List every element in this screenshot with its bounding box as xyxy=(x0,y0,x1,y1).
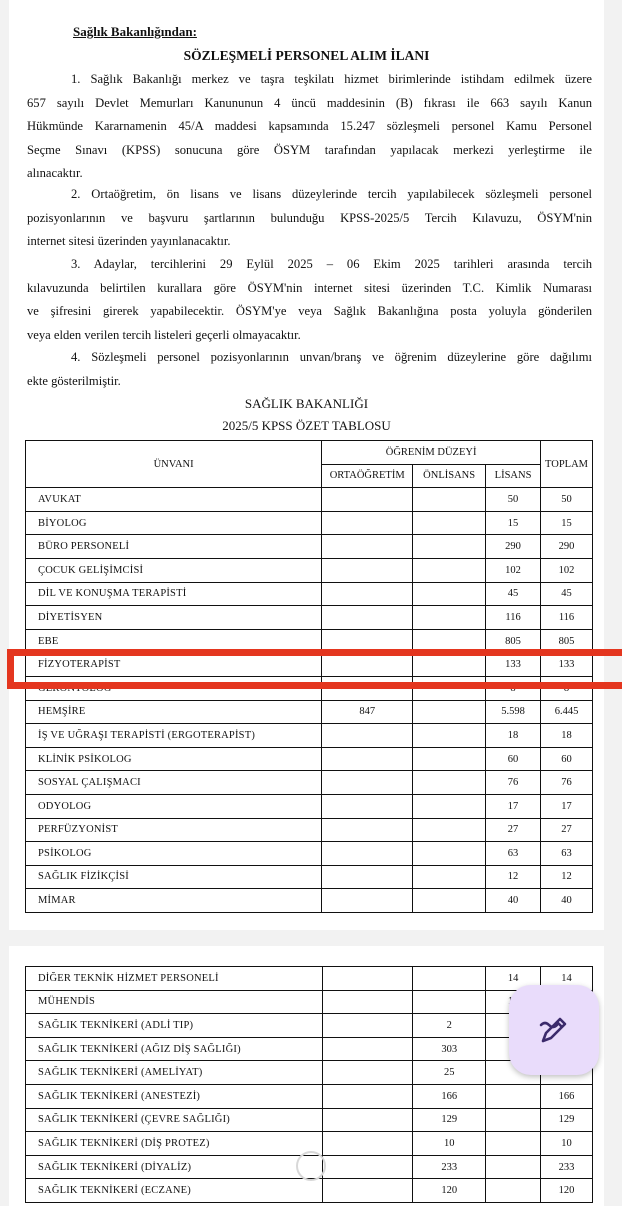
table-row xyxy=(26,535,593,559)
paragraph-line: pozisyonlarının ve başvuru şartlarının bulunduğu KPSS-2025/5 Tercih Kılavuzu, ÖSYM'nin xyxy=(27,210,592,225)
row-unvan-cell: İŞ VE UĞRAŞI TERAPİSTİ (ERGOTERAPİST) xyxy=(26,724,322,748)
table-row xyxy=(26,700,593,724)
row-value-cell: 129 xyxy=(413,1108,486,1132)
row-value-cell: 805 xyxy=(541,629,593,653)
paragraph-line: veya elden verilen tercih listeleri geçerli olmayacaktır. xyxy=(27,327,301,342)
row-value-cell: 76 xyxy=(486,771,541,795)
row-value-cell xyxy=(413,582,486,606)
table-title-ministry: SAĞLIK BAKANLIĞI xyxy=(244,396,369,411)
row-unvan-cell: SAĞLIK TEKNİKERİ (ANESTEZİ) xyxy=(26,1084,323,1108)
row-value-cell: 10 xyxy=(413,1132,486,1156)
row-value-cell: 166 xyxy=(413,1084,486,1108)
row-value-cell: 15 xyxy=(486,511,541,535)
row-value-cell xyxy=(322,1179,413,1203)
row-value-cell: 290 xyxy=(541,535,593,559)
row-value-cell xyxy=(322,1108,413,1132)
row-value-cell xyxy=(413,488,486,512)
row-value-cell xyxy=(413,511,486,535)
row-unvan-cell: FİZYOTERAPİST xyxy=(26,653,322,677)
row-unvan-cell: SAĞLIK TEKNİKERİ (AĞIZ DİŞ SAĞLIĞI) xyxy=(26,1037,323,1061)
row-value-cell: 120 xyxy=(413,1179,486,1203)
row-value-cell: 14 xyxy=(541,967,593,991)
row-value-cell xyxy=(413,700,486,724)
row-unvan-cell: SAĞLIK TEKNİKERİ (ADLİ TIP) xyxy=(26,1014,323,1038)
row-unvan-cell: SAĞLIK TEKNİKERİ (ÇEVRE SAĞLIĞI) xyxy=(26,1108,323,1132)
row-value-cell xyxy=(486,1179,541,1203)
row-value-cell: 303 xyxy=(413,1037,486,1061)
row-unvan-cell: EBE xyxy=(26,629,322,653)
row-value-cell: 40 xyxy=(486,889,541,913)
row-value-cell xyxy=(413,747,486,771)
row-unvan-cell: BİYOLOG xyxy=(26,511,322,535)
row-value-cell: 133 xyxy=(541,653,593,677)
table-row xyxy=(26,558,593,582)
row-value-cell xyxy=(413,842,486,866)
paragraph-3 xyxy=(27,253,592,347)
row-value-cell: 133 xyxy=(486,653,541,677)
row-value-cell: 10 xyxy=(541,1132,593,1156)
row-value-cell: 63 xyxy=(486,842,541,866)
row-value-cell xyxy=(486,1132,541,1156)
row-value-cell xyxy=(322,558,413,582)
row-value-cell xyxy=(413,889,486,913)
edit-fab-button[interactable] xyxy=(509,985,599,1075)
row-value-cell: 166 xyxy=(541,1084,593,1108)
row-value-cell xyxy=(413,967,486,991)
row-value-cell: 12 xyxy=(541,865,593,889)
row-value-cell xyxy=(486,1108,541,1132)
row-value-cell xyxy=(413,865,486,889)
table-row xyxy=(26,818,593,842)
row-value-cell xyxy=(322,582,413,606)
row-value-cell xyxy=(413,818,486,842)
row-unvan-cell: SAĞLIK TEKNİKERİ (DİYALİZ) xyxy=(26,1155,323,1179)
document-page-1 xyxy=(9,0,604,930)
row-value-cell xyxy=(322,889,413,913)
col-header-lisans: LİSANS xyxy=(486,464,541,488)
table-row xyxy=(26,794,593,818)
announcement-title: SÖZLEŞMELİ PERSONEL ALIM İLANI xyxy=(183,48,430,63)
page-indicator-circle xyxy=(296,1151,326,1181)
row-value-cell xyxy=(322,842,413,866)
row-value-cell: 8 xyxy=(541,676,593,700)
announcement-header: Sağlık Bakanlığından: xyxy=(73,24,197,39)
col-header-ogrenim: ÖĞRENİM DÜZEYİ xyxy=(322,441,541,465)
paragraph-line: 657 sayılı Devlet Memurları Kanununun 4 üncü maddesinin (B) fıkrası ile 663 sayılı Kanun xyxy=(27,95,592,110)
table-row xyxy=(26,606,593,630)
row-unvan-cell: DİĞER TEKNİK HİZMET PERSONELİ xyxy=(26,967,323,991)
col-header-unvan: ÜNVANI xyxy=(26,441,322,488)
table-row xyxy=(26,488,593,512)
row-value-cell: 233 xyxy=(541,1155,593,1179)
row-unvan-cell: MÜHENDİS xyxy=(26,990,323,1014)
row-value-cell xyxy=(322,724,413,748)
row-value-cell xyxy=(322,967,413,991)
paragraph-line: alınacaktır. xyxy=(27,166,83,180)
row-value-cell: 60 xyxy=(486,747,541,771)
row-value-cell xyxy=(322,747,413,771)
row-value-cell xyxy=(413,606,486,630)
row-value-cell: 50 xyxy=(541,488,593,512)
table-row xyxy=(26,511,593,535)
row-unvan-cell: MİMAR xyxy=(26,889,322,913)
row-value-cell: 15 xyxy=(541,511,593,535)
paragraph-line: ekte gösterilmiştir. xyxy=(27,373,121,388)
row-unvan-cell: DİL VE KONUŞMA TERAPİSTİ xyxy=(26,582,322,606)
row-value-cell: 12 xyxy=(486,865,541,889)
highlight-box xyxy=(7,649,622,689)
row-value-cell xyxy=(322,488,413,512)
row-value-cell: 45 xyxy=(486,582,541,606)
row-value-cell xyxy=(322,1037,413,1061)
paragraph-line: 2. Ortaöğretim, ön lisans ve lisans düzeylerinde tercih yapılabilecek sözleşmeli personel xyxy=(71,187,592,201)
row-value-cell xyxy=(413,990,486,1014)
row-value-cell: 18 xyxy=(541,724,593,748)
paragraph-line: 4. Sözleşmeli personel pozisyonlarının unvan/branş ve öğrenim düzeylerine göre dağılımı xyxy=(71,350,592,364)
table-row xyxy=(26,1179,593,1203)
row-value-cell xyxy=(322,1155,413,1179)
row-value-cell xyxy=(322,1061,413,1085)
row-value-cell: 120 xyxy=(541,1179,593,1203)
row-value-cell: 17 xyxy=(541,794,593,818)
row-value-cell: 27 xyxy=(541,818,593,842)
row-value-cell: 233 xyxy=(413,1155,486,1179)
row-value-cell xyxy=(322,865,413,889)
row-unvan-cell: SAĞLIK TEKNİKERİ (ECZANE) xyxy=(26,1179,323,1203)
row-value-cell xyxy=(322,511,413,535)
paragraph-line: 3. Adaylar, tercihlerini 29 Eylül 2025 – 06 Ekim 2025 tarihleri arasında tercih xyxy=(71,257,592,271)
row-unvan-cell: SAĞLIK TEKNİKERİ (AMELİYAT) xyxy=(26,1061,323,1085)
row-unvan-cell: DİYETİSYEN xyxy=(26,606,322,630)
row-value-cell xyxy=(322,771,413,795)
table-row xyxy=(26,990,593,1014)
paragraph-line: kılavuzunda belirtilen kurallara göre ÖSYM'nin internet sitesi üzerinden T.C. Kimlik Numarası xyxy=(27,280,592,295)
summary-table-body xyxy=(26,488,593,913)
row-value-cell: 290 xyxy=(486,535,541,559)
paragraph-line: Hükmünde Kararnamenin 45/A maddesi kapsamında 15.247 sözleşmeli personel Kamu Personel xyxy=(27,119,592,133)
col-header-onlisans: ÖNLİSANS xyxy=(413,464,486,488)
table-row xyxy=(26,967,593,991)
row-value-cell: 27 xyxy=(486,818,541,842)
table-row xyxy=(26,747,593,771)
row-value-cell: 129 xyxy=(541,1108,593,1132)
row-value-cell xyxy=(486,1084,541,1108)
row-value-cell: 8 xyxy=(486,676,541,700)
row-value-cell: 17 xyxy=(486,794,541,818)
row-value-cell: 116 xyxy=(486,606,541,630)
table-row xyxy=(26,1084,593,1108)
row-value-cell xyxy=(322,818,413,842)
row-value-cell xyxy=(413,771,486,795)
row-unvan-cell: PSİKOLOG xyxy=(26,842,322,866)
row-unvan-cell: SAĞLIK TEKNİKERİ (DİŞ PROTEZ) xyxy=(26,1132,323,1156)
row-value-cell: 102 xyxy=(486,558,541,582)
row-value-cell xyxy=(322,1014,413,1038)
row-unvan-cell: KLİNİK PSİKOLOG xyxy=(26,747,322,771)
row-value-cell: 45 xyxy=(541,582,593,606)
row-value-cell: 25 xyxy=(413,1061,486,1085)
row-value-cell: 40 xyxy=(541,889,593,913)
row-unvan-cell: SAĞLIK FİZİKÇİSİ xyxy=(26,865,322,889)
table-row xyxy=(26,582,593,606)
row-unvan-cell: ODYOLOG xyxy=(26,794,322,818)
row-value-cell: 2 xyxy=(413,1014,486,1038)
table-row xyxy=(26,1108,593,1132)
paragraph-line: 1. Sağlık Bakanlığı merkez ve taşra teşkilatı hizmet birimlerinde istihdam edilmek üzere xyxy=(71,72,592,86)
row-unvan-cell: GERONTOLOG xyxy=(26,676,322,700)
paragraph-line: ve şifresini girerek yapabilecektir. ÖSYM'ye veya Sağlık Bakanlığına posta yoluyla gönderilen xyxy=(27,304,592,318)
row-value-cell: 60 xyxy=(541,747,593,771)
row-value-cell: 5.598 xyxy=(486,700,541,724)
pen-sparkle-icon xyxy=(537,1013,571,1047)
row-value-cell xyxy=(322,1084,413,1108)
row-value-cell: 14 xyxy=(486,967,541,991)
row-value-cell xyxy=(322,794,413,818)
row-value-cell: 50 xyxy=(486,488,541,512)
row-value-cell xyxy=(322,990,413,1014)
row-value-cell xyxy=(413,724,486,748)
row-value-cell xyxy=(322,1132,413,1156)
row-unvan-cell: ÇOCUK GELİŞİMCİSİ xyxy=(26,558,322,582)
row-value-cell xyxy=(413,794,486,818)
paragraph-1 xyxy=(27,68,592,186)
paragraph-line: internet sitesi üzerinden yayınlanacaktır. xyxy=(27,234,231,248)
paragraph-line: Seçme Sınavı (KPSS) sonucuna göre ÖSYM tarafından yapılacak merkezi yerleştirme ile xyxy=(27,142,592,157)
row-unvan-cell: HEMŞİRE xyxy=(26,700,322,724)
row-value-cell: 63 xyxy=(541,842,593,866)
row-unvan-cell: SOSYAL ÇALIŞMACI xyxy=(26,771,322,795)
table-row xyxy=(26,865,593,889)
row-value-cell: 116 xyxy=(541,606,593,630)
row-value-cell xyxy=(322,535,413,559)
table-row xyxy=(26,842,593,866)
table-row xyxy=(26,1037,593,1061)
row-value-cell: 805 xyxy=(486,629,541,653)
row-value-cell: 102 xyxy=(541,558,593,582)
col-header-toplam: TOPLAM xyxy=(541,441,593,488)
table-row xyxy=(26,771,593,795)
table-row xyxy=(26,724,593,748)
row-unvan-cell: PERFÜZYONİST xyxy=(26,818,322,842)
row-unvan-cell: AVUKAT xyxy=(26,488,322,512)
row-value-cell: 6.445 xyxy=(541,700,593,724)
row-value-cell xyxy=(413,535,486,559)
paragraph-2 xyxy=(27,183,592,254)
row-unvan-cell: BÜRO PERSONELİ xyxy=(26,535,322,559)
table-row xyxy=(26,889,593,913)
row-value-cell xyxy=(413,558,486,582)
col-header-ortaogretim: ORTAÖĞRETİM xyxy=(322,464,413,488)
row-value-cell: 847 xyxy=(322,700,413,724)
paragraph-4 xyxy=(27,346,592,393)
table-title-summary: 2025/5 KPSS ÖZET TABLOSU xyxy=(222,418,391,433)
row-value-cell xyxy=(322,606,413,630)
table-row xyxy=(26,1061,593,1085)
row-value-cell: 76 xyxy=(541,771,593,795)
row-value-cell xyxy=(486,1155,541,1179)
table-row xyxy=(26,1014,593,1038)
row-value-cell: 18 xyxy=(486,724,541,748)
